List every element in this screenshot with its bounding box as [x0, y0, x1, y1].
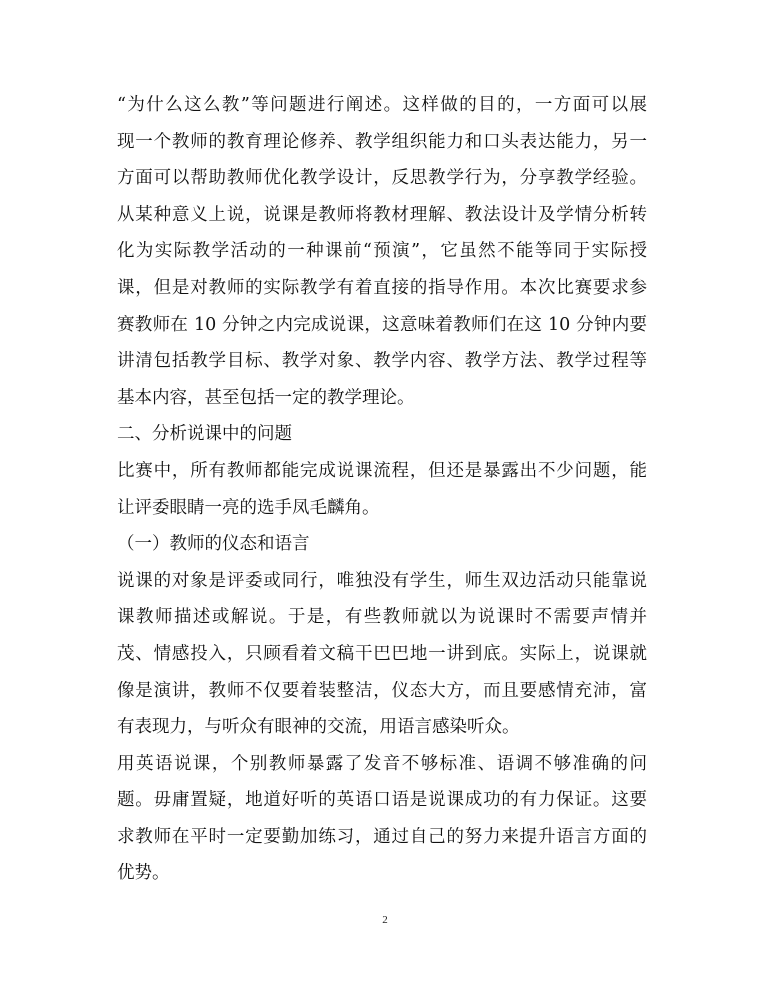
text-line: 讲清包括教学目标、教学对象、教学内容、教学方法、教学过程等	[117, 351, 647, 372]
text-line: 方面可以帮助教师优化教学设计，反思教学行为，分享教学经验。	[117, 168, 647, 189]
text-line: 有表现力，与听众有眼神的交流，用语言感染听众。	[117, 717, 520, 738]
text-line: 化为实际教学活动的一种课前“预演”，它虽然不能等同于实际授	[117, 241, 647, 262]
text-line: 课，但是对教师的实际教学有着直接的指导作用。本次比赛要求参	[117, 277, 647, 298]
text-line: “为什么这么教”等问题进行阐述。这样做的目的，一方面可以展	[117, 95, 647, 115]
text-line: 赛教师在 10 分钟之内完成说课，这意味着教师们在这 10 分钟内要	[117, 314, 647, 335]
text-line: 求教师在平时一定要勤加练习，通过自己的努力来提升语言方面的	[117, 826, 647, 847]
text-line: 像是演讲，教师不仅要着装整洁，仪态大方，而且要感情充沛，富	[117, 680, 647, 701]
text-line: 让评委眼睛一亮的选手凤毛麟角。	[117, 497, 380, 518]
text-line: 优势。	[117, 863, 170, 884]
body-text	[117, 87, 647, 892]
text-line: 基本内容，甚至包括一定的教学理论。	[117, 387, 415, 408]
text-line: 从某种意义上说，说课是教师将教材理解、教法设计及学情分析转	[117, 204, 647, 225]
text-line: 现一个教师的教育理论修养、教学组织能力和口头表达能力，另一	[117, 131, 647, 152]
section-heading: 二、分析说课中的问题	[117, 424, 292, 445]
text-line: 课教师描述或解说。于是，有些教师就以为说课时不需要声情并	[117, 607, 647, 628]
text-line: 茂、情感投入，只顾看着文稿干巴巴地一讲到底。实际上，说课就	[117, 643, 647, 664]
text-line: 题。毋庸置疑，地道好听的英语口语是说课成功的有力保证。这要	[117, 790, 647, 811]
subsection-heading: （一）教师的仪态和语言	[117, 534, 310, 555]
text-line: 说课的对象是评委或同行，唯独没有学生，师生双边活动只能靠说	[117, 570, 647, 591]
text-line: 用英语说课，个别教师暴露了发音不够标准、语调不够准确的问	[117, 753, 647, 774]
text-line: 比赛中，所有教师都能完成说课流程，但还是暴露出不少问题，能	[117, 460, 647, 481]
page-number: 2	[382, 914, 388, 926]
